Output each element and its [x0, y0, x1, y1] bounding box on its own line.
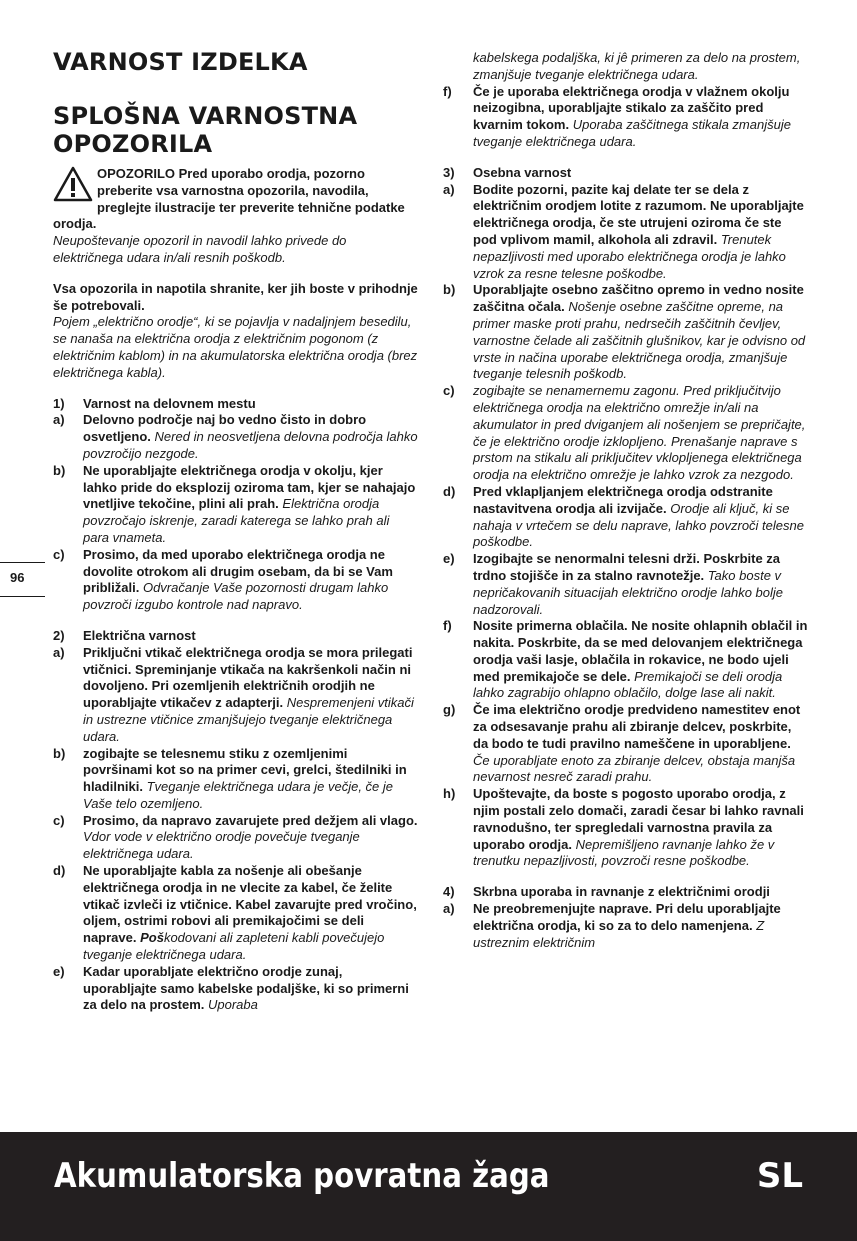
list-item: e) Kadar uporabljate električno orodje zunaj, uporabljajte samo kabelske podaljške, ki so primerni za delo na prostem. Uporaba	[53, 963, 409, 1013]
list-item: b) Ne uporabljajte električnega orodja v okolju, kjer lahko pride do eksplozij oziroma tam, kjer se nahajajo vnetljive tekočine, plini ali prah. Električna orodja povzročajo iskrenje, zaradi katerega se lahko prah ali para vnameta.	[53, 462, 416, 545]
list-item: b) Uporabljajte osebno zaščitno opremo in vedno nosite zaščitna očala. Nošenje osebne zaščitne opreme, na primer maske proti prahu, nedrsečih zaščitnih čevljev, varnostne čelade ali zaščitnih glušnikov, kar je odvisno od vrste in načina uporabe električnega orodja, zmanjšuje tveganje telesnih poškodb.	[443, 282, 806, 382]
list-item: a) Priključni vtikač električnega orodja se mora prilegati vtičnici. Spreminjanje vtikača na kakršenkoli način ni dovoljeno. Pri ozemljenih električnih orodjih ne uporabljajte vtikačev z adapterji. Nespremenjeni vtikači in ustrezne vtičnice zmanjšujejo tveganje električnega udara.	[53, 644, 414, 744]
warning-block	[53, 166, 418, 267]
right-column	[443, 50, 808, 951]
definition-text: Pojem „električno orodje“, ki se pojavlja v nadaljnjem besedilu, se nanaša na električna orodja z električnim pogonom (z električnim kablom) in na akumulatorska električna orodja (brez električnega kabla).	[53, 314, 418, 380]
list-item: c) zogibajte se nenamernemu zagonu. Pred priključitvijo električnega orodja na električno omrežje in/ali na akumulator in pred dviganjem ali nošenjem se prepričajte, če je električno orodje izklopljeno. Prenašanje naprave s prstom na stikalu ali priključitev vklopljenega električnega orodja na električno omrežje je lahko vzrok za nezgodo.	[443, 383, 806, 483]
left-column	[53, 48, 418, 1014]
section-4-list	[443, 901, 808, 951]
list-item: d) Ne uporabljajte kabla za nošenje ali obešanje električnega orodja in ne vlecite za kabel, če želite vtikač izvleči iz vtičnice. Kabel zavarujte pred vročino, oljem, ostrimi robovi ali premikajočimi se deli naprave. Poškodovani ali zapleteni kabli povečujejo tveganje električnega udara.	[53, 863, 417, 963]
section-2-list	[53, 645, 418, 1015]
list-item: d) Pred vklapljanjem električnega orodja odstranite nastavitvena orodja ali izvijače. Orodje ali ključ, ki se nahaja v vrtečem se delu naprave, lahko povzroči telesne poškodbe.	[443, 483, 804, 550]
warning-triangle-icon	[53, 166, 93, 202]
section-heading: 3) Osebna varnost	[443, 164, 572, 180]
list-item: e) Izogibajte se nenormalni telesni drži. Poskrbite za trdno stojišče in za stalno ravnotežje. Tako boste v nepričakovanih situacijah električno orodje lahko bolje nadzorovali.	[443, 551, 784, 617]
section-1-list	[53, 412, 418, 614]
list-item: a) Ne preobremenjujte naprave. Pri delu uporabljajte električna orodja, ki so za to delo namenjena. Z ustreznim električnim	[443, 901, 781, 950]
list-item: h) Upoštevajte, da boste s pogosto uporabo orodja, z njim postali zelo domači, zaradi česar bi lahko ravnali ravnodušno, ter spregledali varnostna pravila za uporabo orodja. Nepremišljeno ravnanje lahko že v trenutku nepazljivosti, povzroči resne poškodbe.	[443, 786, 804, 869]
section-heading: 1) Varnost na delovnem mestu	[53, 395, 256, 411]
list-item: c) Prosimo, da napravo zavarujete pred dežjem ali vlago. Vdor vode v električno orodje povečuje tveganje električnega udara.	[53, 812, 418, 862]
list-item-continuation: kabelskega podaljška, ki jê primeren za delo na prostem, zmanjšuje tveganje električnega udara.	[473, 50, 801, 82]
list-item: f) Če je uporaba električnega orodja v vlažnem okolju neizogibna, uporabljajte stikalo za zaščito pred kvarnim tokom. Uporaba zaščitnega stikala zmanjšuje tveganje električnega udara.	[443, 83, 791, 149]
list-item: b) zogibajte se telesnemu stiku z ozemljenimi površinami kot so na primer cevi, grelci, štedilniki in hladilniki. Tveganje električnega udara je večje, če je Vaše telo ozemljeno.	[53, 745, 407, 811]
list-item: f) Nosite primerna oblačila. Ne nosite ohlapnih oblačil in nakita. Poskrbite, da se med delovanjem električnega orodja vaši lasje, oblačila in rokavice, ne bodo ujeli med premikajoče se dele. Premikajoči se deli orodja lahko zagrabijo ohlapno oblačilo, dolge lase ali nakit.	[443, 618, 808, 701]
language-code: SL	[756, 1156, 803, 1196]
page-number-tab	[0, 562, 45, 597]
footer-bar	[0, 1132, 857, 1241]
warning-consequence: Neupoštevanje opozoril in navodil lahko privede do električnega udara in/ali resnih poškodb.	[53, 233, 347, 265]
keep-instructions: Vsa opozorila in napotila shranite, ker jih boste v prihodnje še potrebovali.	[53, 280, 418, 313]
section-3-list	[443, 182, 808, 871]
list-item: a) Bodite pozorni, pazite kaj delate ter se dela z električnim orodjem lotite z razumom. Ne uporabljajte električnega orodja, če ste utrujeni oziroma če ste pod vplivom mamil, alkohola ali zdravil. Trenutek nepazljivosti med uporabo električnega orodja je lahko vzrok za resne telesne poškodbe.	[443, 181, 804, 281]
section-title: SPLOŠNA VARNOSTNA OPOZORILA	[53, 102, 358, 158]
list-item: g) Če ima električno orodje predvideno namestitev enot za odsesavanje prahu ali zbiranje delcev, poskrbite, da bodo te tudi pravilno nameščene in uporabljene. Če uporabljate enoto za zbiranje delcev, obstaja manjša nevarnost nesreč zaradi prahu.	[443, 702, 801, 785]
warning-text: OPOZORILO Pred uporabo orodja, pozorno preberite vsa varnostna opozorila, navodila, preglejte ilustracije ter preverite tehnične podatke orodja.	[53, 166, 405, 232]
section-heading: 4) Skrbna uporaba in ravnanje z električnimi orodji	[443, 884, 770, 900]
list-item: c) Prosimo, da med uporabo električnega orodja ne dovolite otrokom ali drugim osebam, da bi se Vam približali. Odvračanje Vaše pozornosti drugam lahko povzroči izgubo kontrole nad napravo.	[53, 546, 393, 613]
page-number: 96	[10, 570, 25, 585]
product-title: Akumulatorska povratna žaga	[54, 1156, 550, 1196]
page-title: VARNOST IZDELKA	[53, 48, 308, 76]
section-2-item-f	[443, 84, 808, 151]
list-item: a) Delovno področje naj bo vedno čisto in dobro osvetljeno. Nered in neosvetljena delovna področja lahko povzročijo nezgode.	[53, 412, 418, 461]
section-heading: 2) Električna varnost	[53, 627, 196, 643]
